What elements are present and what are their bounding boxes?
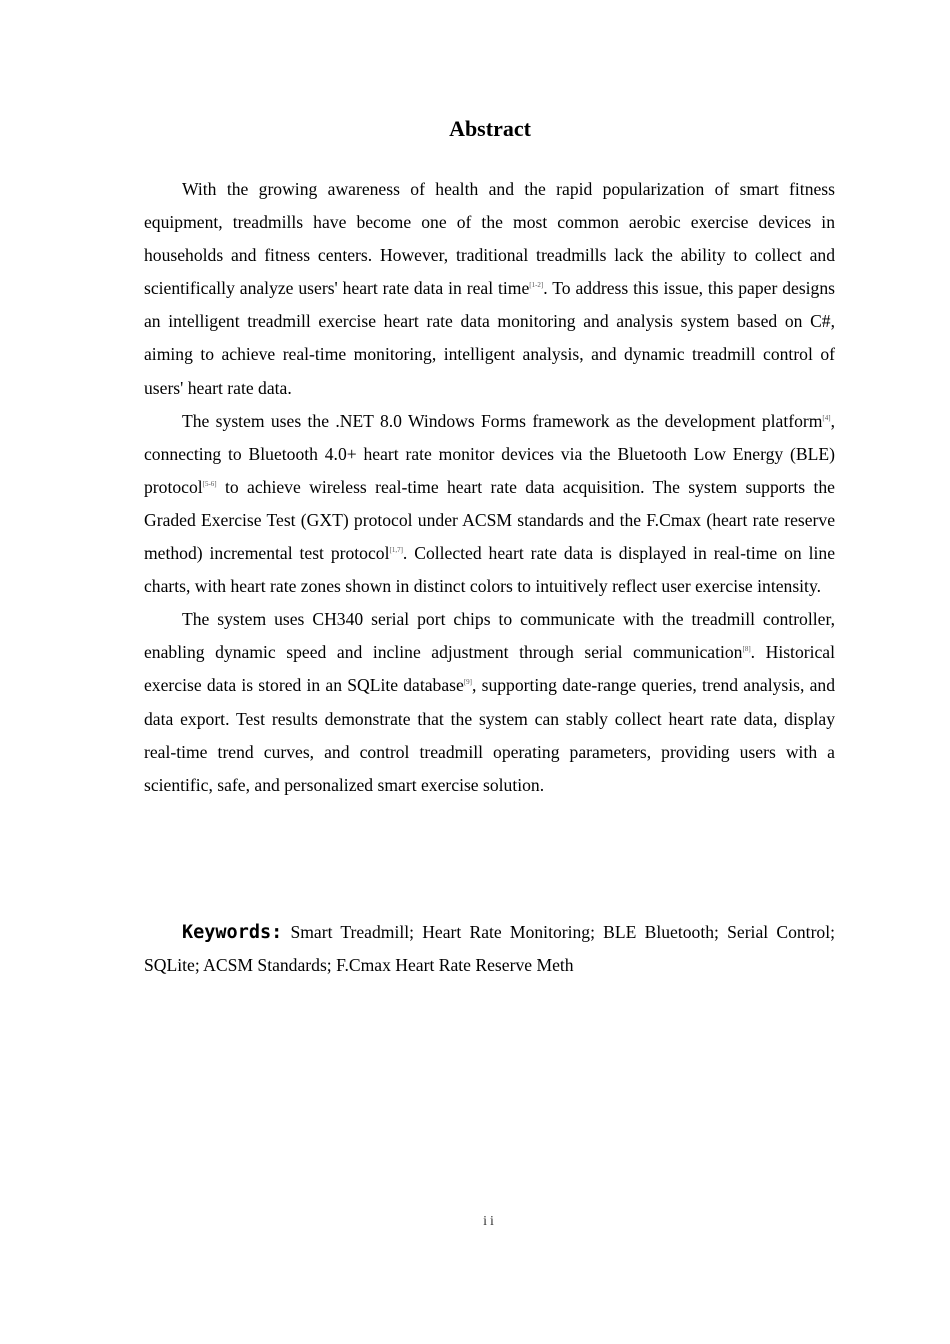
- abstract-paragraph: [144, 173, 835, 405]
- paragraph-text: . Historical exercise data is stored in an SQLite database: [144, 642, 835, 696]
- abstract-paragraph: [144, 603, 835, 802]
- abstract-title: Abstract: [449, 116, 531, 141]
- paragraph-text: . To address this issue, this paper designs an intelligent treadmill exercise heart rate data monitoring and analysis system based on C#, aiming to achieve real-time monitoring, intelligent analysis, and dynamic treadmill control of users' heart rate data.: [144, 278, 835, 398]
- paragraph-text: With the growing awareness of health and the rapid popularization of smart fitness equipment, treadmills have become one of the most common aerobic exercise devices in households and fitness centers. However, traditional treadmills lack the ability to collect and scientifically analyze users' heart rate data in real time: [144, 179, 835, 299]
- abstract-body: [144, 173, 835, 802]
- paragraph-text: The system uses the .NET 8.0 Windows Forms framework as the development platform: [182, 410, 823, 431]
- paragraph-text: to achieve wireless real-time heart rate data acquisition. The system supports the Graded Exercise Test (GXT) protocol under ACSM standards and the F.Cmax (heart rate reserve method) incremental test protocol: [144, 476, 835, 564]
- citation-marker: [8]: [742, 645, 751, 654]
- keywords-text: Smart Treadmill; Heart Rate Monitoring; BLE Bluetooth; Serial Control; SQLite; ACSM Standards; F.Cmax Heart Rate Reserve Meth: [144, 922, 835, 976]
- keywords-label: Keywords:: [182, 922, 283, 943]
- paragraph-text: , connecting to Bluetooth 4.0+ heart rate monitor devices via the Bluetooth Low Energy (BLE) protocol: [144, 410, 835, 497]
- citation-marker: [9]: [463, 678, 472, 687]
- citation-marker: [1-2]: [529, 281, 544, 290]
- keywords-line: [144, 916, 835, 982]
- paragraph-text: . Collected heart rate data is displayed in real-time on line charts, with heart rate zones shown in distinct colors to intuitively reflect user exercise intensity.: [144, 543, 836, 597]
- paragraph-text: , supporting date-range queries, trend analysis, and data export. Test results demonstrate that the system can stably collect heart rate data, display real-time trend curves, and control treadmill operating parameters, providing users with a scientific, safe, and personalized smart exercise solution.: [144, 675, 835, 795]
- paragraph-text: The system uses CH340 serial port chips to communicate with the treadmill controller, enabling dynamic speed and incline adjustment through serial communication: [144, 609, 835, 663]
- page-number: ii: [483, 1214, 497, 1229]
- abstract-paragraph: [144, 405, 835, 604]
- citation-marker: [1,7]: [389, 546, 403, 555]
- citation-marker: [5-6]: [202, 479, 217, 488]
- citation-marker: [4]: [822, 413, 831, 422]
